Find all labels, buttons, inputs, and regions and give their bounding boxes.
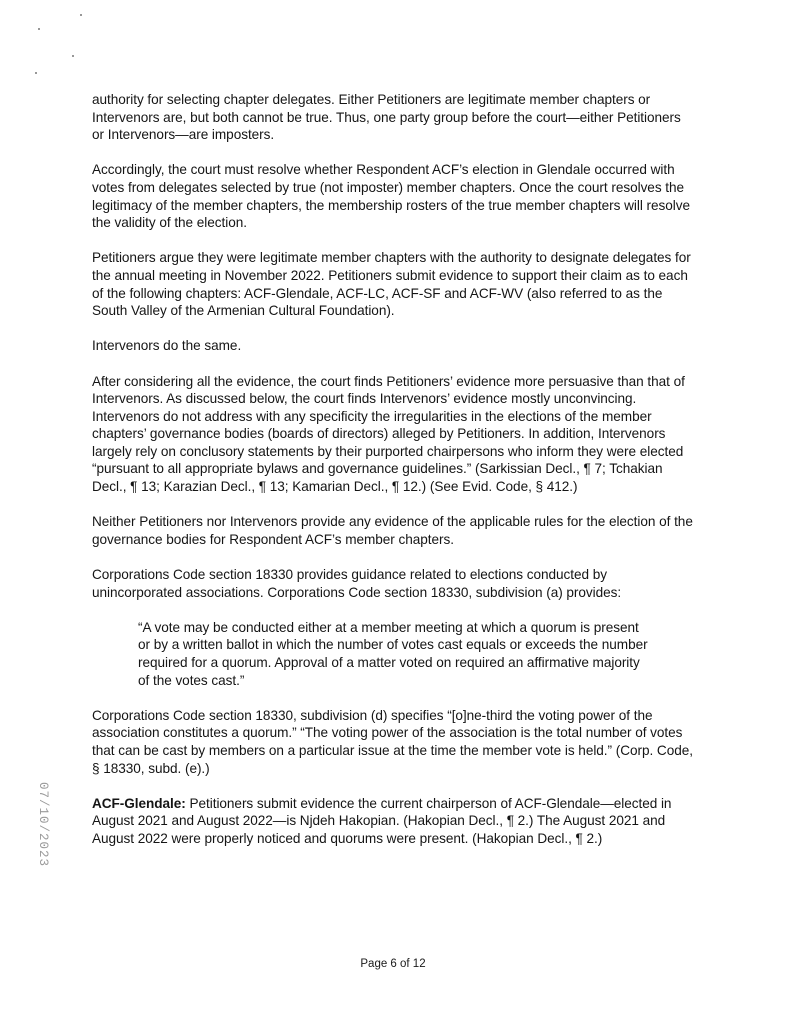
paragraph-court-findings: After considering all the evidence, the court finds Petitioners’ evidence more persuasive than that of Intervenors. As discussed below, the court finds Intervenors’ evidence mostly unconvincing. Intervenors do not address with any specificity the irregularities in the elections of the member chapters’ governance bodies (boards of directors) alleged by Petitioners. In addition, Intervenors largely rely on conclusory statements by their purported chairpersons who inform they were elected “pursuant to all appropriate bylaws and governance guidelines.” (Sarkissian Decl., ¶ 7; Tchakian Decl., ¶ 13; Karazian Decl., ¶ 13; Kamarian Decl., ¶ 12.) (See Evid. Code, § 412.) xyxy=(92,373,685,495)
page-number: Page 6 of 12 xyxy=(360,958,426,970)
paragraph-election-legitimacy: Accordingly, the court must resolve whether Respondent ACF’s election in Glendale occurred with votes from delegates selected by true (not imposter) member chapters. Once the court resolves the legitimacy of the member chapters, the membership rosters of the true member chapters will resolve the validity of the election. xyxy=(92,162,690,231)
paragraph-intervenors-same: Intervenors do the same. xyxy=(92,338,242,354)
document-body xyxy=(92,91,696,865)
scan-speck xyxy=(80,14,82,16)
paragraph-corporations-code: Corporations Code section 18330 provides guidance related to elections conducted by unincorporated associations. Corporations Code section 18330, subdivision (a) provides: xyxy=(92,567,622,600)
scan-speck xyxy=(72,55,74,57)
paragraph-quorum-definition: Corporations Code section 18330, subdivision (d) specifies “[o]ne-third the voting power of the association constitutes a quorum.” “The voting power of the association is the total number of votes that can be cast by members on a particular issue at the time the member vote is held.” (Corp. Code, § 18330, subd. (e).) xyxy=(92,707,693,776)
acf-glendale-text: Petitioners submit evidence the current chairperson of ACF-Glendale—elected in August 2021 and August 2022—is Njdeh Hakopian. (Hakopian Decl., ¶ 2.) The August 2021 and August 2022 were properly noticed and quorums were present. (Hakopian Decl., ¶ 2.) xyxy=(92,795,672,846)
margin-date-stamp: 07/10/2023 xyxy=(36,782,50,868)
block-quote-18330a: “A vote may be conducted either at a member meeting at which a quorum is present or by a written ballot in which the number of votes cast equals or exceeds the number required for a quorum. Approval of a matter voted on required an affirmative majority of the votes cast.” xyxy=(138,619,648,688)
paragraph-petitioners-argument: Petitioners argue they were legitimate member chapters with the authority to designate delegates for the annual meeting in November 2022. Petitioners submit evidence to support their claim as to each of the following chapters: ACF-Glendale, ACF-LC, ACF-SF and ACF-WV (also referred to as the South Valley of the Armenian Cultural Foundation). xyxy=(92,250,691,319)
paragraph-acf-glendale xyxy=(92,795,696,848)
paragraph-no-rules-evidence: Neither Petitioners nor Intervenors provide any evidence of the applicable rules for the election of the governance bodies for Respondent ACF’s member chapters. xyxy=(92,514,693,547)
paragraph-imposters: authority for selecting chapter delegates. Either Petitioners are legitimate member chapters or Intervenors are, but both cannot be true. Thus, one party group before the court—either Petitioners or Intervenors—are imposters. xyxy=(92,92,681,143)
acf-glendale-heading: ACF-Glendale: xyxy=(92,795,186,811)
scan-speck xyxy=(38,28,40,30)
scan-speck xyxy=(35,72,37,74)
